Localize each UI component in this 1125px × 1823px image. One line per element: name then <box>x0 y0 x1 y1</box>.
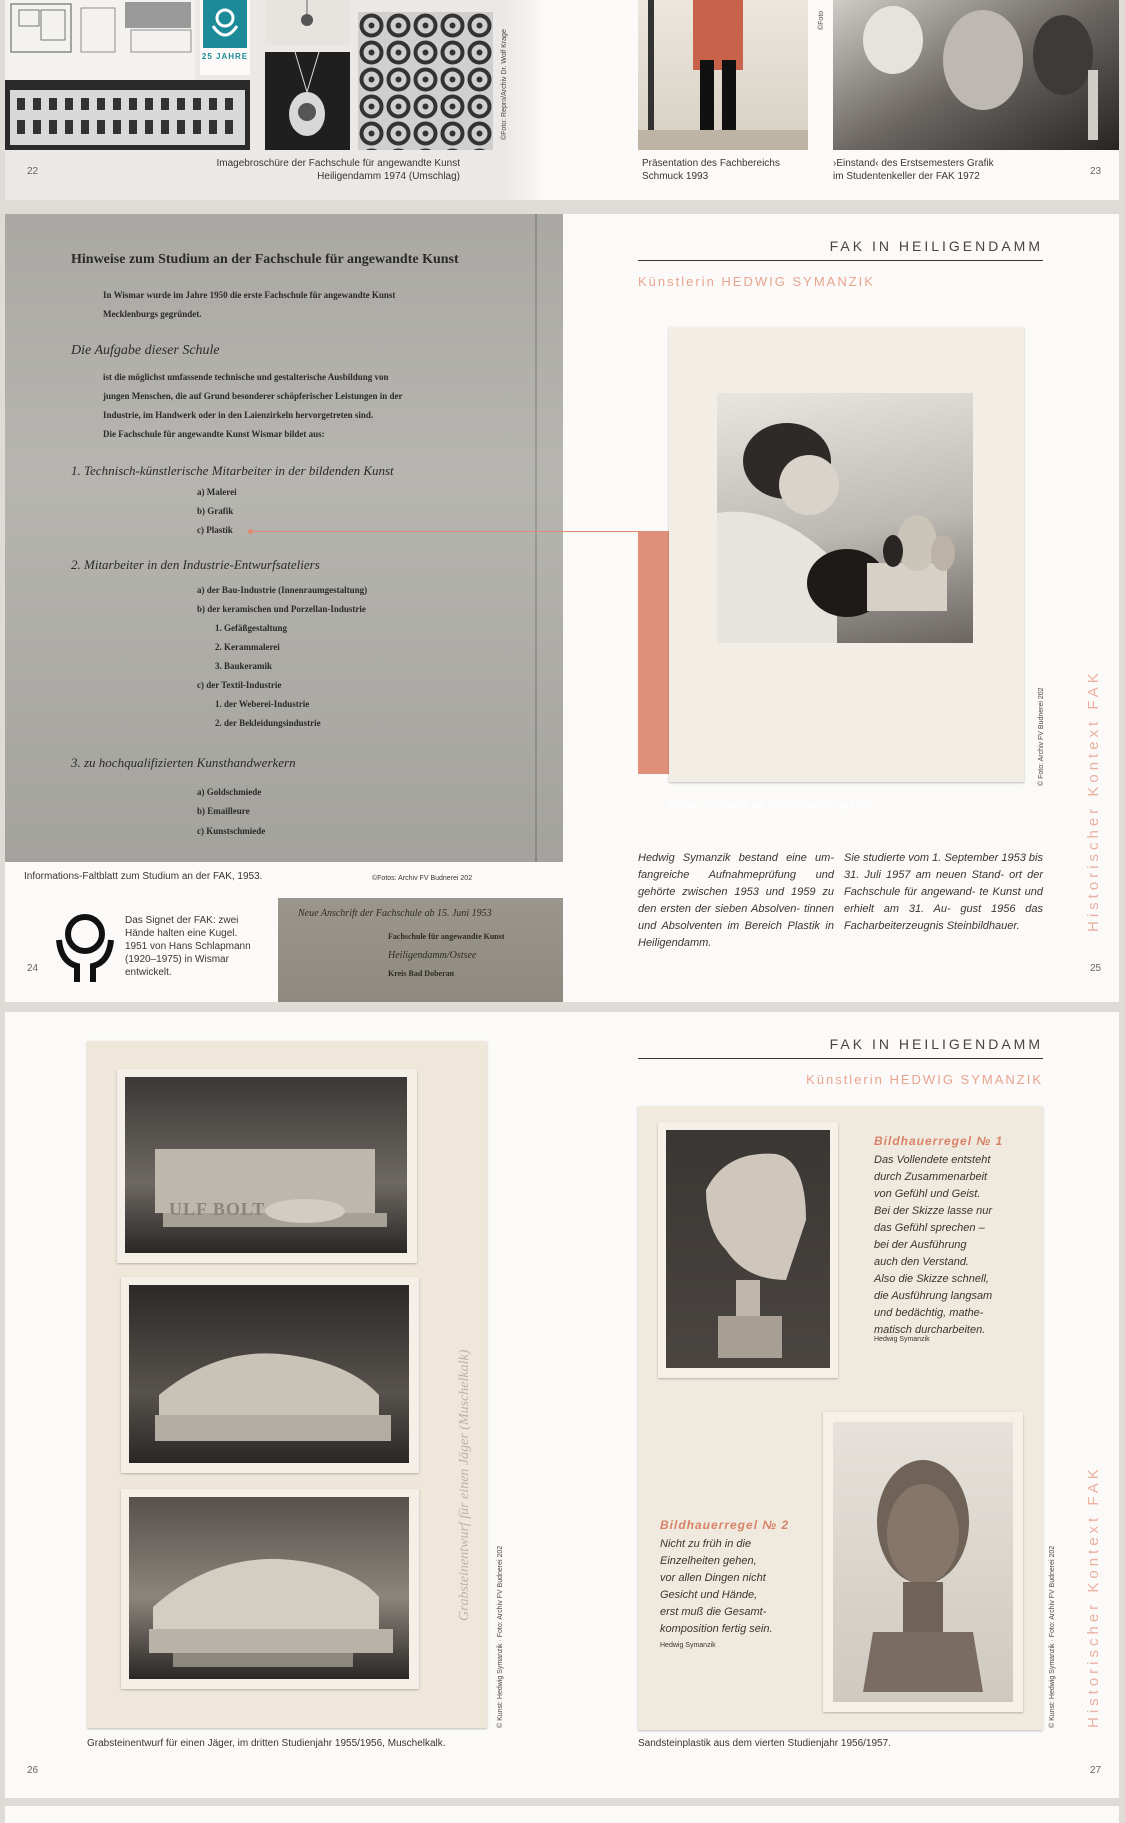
gravestone-photo-3-frame <box>121 1489 419 1689</box>
artist-subhead <box>638 274 888 289</box>
leaflet-item-3b: b) Emailleure <box>197 806 250 816</box>
subhead-prefix: Künstlerin <box>638 274 722 289</box>
gravestone-photo-1-frame <box>117 1069 417 1263</box>
subhead-name: HEDWIG SYMANZIK <box>721 274 875 289</box>
credit-page-26: © Kunst: Hedwig Symanzik · Foto: Archiv FV Budnerei 202 <box>497 1545 504 1728</box>
gravestone-photo-2 <box>129 1285 409 1463</box>
signet-caption: Das Signet der FAK: zwei Hände halten eine Kugel. 1951 von Hans Schlapmann (1920–1975) in Wismar entwickelt. <box>125 915 251 978</box>
gravestone-photo-1 <box>125 1077 407 1253</box>
running-head-rule <box>638 260 1043 261</box>
credit-right-page-23: ©Foto <box>818 10 825 30</box>
pendant-photo-large <box>265 52 350 150</box>
handwriting-note: Grabsteinentwurf für einen Jäger (Muschelkalk) <box>457 1349 472 1621</box>
gravestone-photo-card <box>87 1041 487 1728</box>
page-number-24: 24 <box>27 963 39 974</box>
page-fold-shadow <box>505 0 545 200</box>
page-number-27: 27 <box>1090 1765 1102 1776</box>
caption-party: ›Einstand‹ des Erstsemesters Grafik im Studentenkeller der FAK 1972 <box>833 158 994 182</box>
side-label-page-25: Historischer Kontext FAK <box>1085 669 1102 932</box>
running-head: FAK IN HEILIGENDAMM <box>829 238 1043 254</box>
jewelry-presentation-photo <box>638 0 808 150</box>
leaflet-item-2b3: 3. Baukeramik <box>215 661 273 671</box>
leaflet-item-2b1: 1. Gefäßgestaltung <box>215 623 287 633</box>
leaflet-item-1a: a) Malerei <box>197 487 237 497</box>
leaflet-intro-1: In Wismar wurde im Jahre 1950 die erste Fachschule für angewandte Kunst <box>103 290 396 300</box>
address-line-1: Neue Anschrift der Fachschule ab 15. Juni 1953 <box>298 908 492 919</box>
leaflet-item-2b: b) der keramischen und Porzellan-Industrie <box>197 604 366 614</box>
address-line-3: Heiligendamm/Ostsee <box>388 950 477 961</box>
caption-leaflet: Informations-Faltblatt zum Studium an der FAK, 1953. <box>24 871 263 882</box>
address-line-2: Fachschule für angewandte Kunst <box>388 932 505 941</box>
caption-sandstone: Sandsteinplastik aus dem vierten Studienjahr 1956/1957. <box>638 1738 891 1749</box>
body-text-column-1: Hedwig Symanzik bestand eine um- fangreiche Aufnahmeprüfung und gehörte zwischen 1953 und 1959 zu den ersten der sieben Absolven- tinnen und Absolventen im Bereich Plastik in Heiligendamm. <box>638 852 834 949</box>
leaflet-item-3a: a) Goldschmiede <box>197 787 262 797</box>
side-label-page-27: Historischer Kontext FAK <box>1085 1465 1102 1728</box>
leaflet-intro-2: Mecklenburgs gegründet. <box>103 309 202 319</box>
connector-line <box>250 531 645 532</box>
gravestone-photo-3 <box>129 1497 409 1679</box>
address-line-4: Kreis Bad Doberan <box>388 969 455 978</box>
leaflet-text-1: ist die möglichst umfassende technische und gestalterische Ausbildung von <box>103 372 389 382</box>
textile-pattern-photo <box>358 12 493 150</box>
head-sculpture-photo <box>833 1422 1013 1702</box>
admission-photo-frame <box>669 327 1024 782</box>
brochure-building-photo <box>5 80 250 150</box>
pendant-photo-small <box>265 0 350 45</box>
sculptor-rule-1-text: Das Vollendete entsteht durch Zusammenarbeit von Gefühl und Geist. Bei der Skizze lasse nur das Gefühl sprechen – bei der Ausführung auch den Verstand. Also die Skizze schnell, die Ausführung langsam und bedächtig, mathe- matisch durcharbeiten. <box>874 1154 993 1336</box>
page-number-23: 23 <box>1090 166 1102 177</box>
sculptor-rule-1-signature: Hedwig Symanzik <box>874 1336 930 1343</box>
page-number-26: 26 <box>27 1765 39 1776</box>
leaflet-section-2: 2. Mitarbeiter in den Industrie-Entwurfsateliers <box>71 557 320 572</box>
subhead-name-27: HEDWIG SYMANZIK <box>889 1072 1043 1087</box>
anniversary-logo <box>200 0 250 75</box>
page-number-25: 25 <box>1090 963 1102 974</box>
sculptor-rule-2-title: Bildhauerregel № 2 <box>660 1518 790 1532</box>
artist-subhead-27 <box>645 1072 1043 1087</box>
logo-years-text: 25 JAHRE <box>201 52 249 61</box>
caption-jewelry: Präsentation des Fachbereichs Schmuck 1993 <box>642 158 780 182</box>
sculptor-rule-2-text: Nicht zu früh in die Einzelheiten gehen, vor allen Dingen nicht Gesicht und Hände, erst muß die Gesamt- komposition fertig sein. <box>660 1538 773 1635</box>
sculptor-rule-1-title: Bildhauerregel № 1 <box>874 1134 1004 1148</box>
leaflet-fold-line <box>535 214 537 862</box>
caption-gravestone: Grabsteinentwurf für einen Jäger, im dritten Studienjahr 1955/1956, Muschelkalk. <box>87 1738 446 1749</box>
leaflet-heading-aufgabe: Die Aufgabe dieser Schule <box>71 343 220 358</box>
spread-pages-26-27 <box>5 1012 1119 1798</box>
leaflet-item-2c: c) der Textil-Industrie <box>197 680 282 690</box>
sculptor-rule-2-signature: Hedwig Symanzik <box>660 1642 716 1649</box>
signet-icon <box>203 0 247 48</box>
credit-page-27: © Kunst: Hedwig Symanzik · Foto: Archiv FV Budnerei 202 <box>1049 1545 1056 1728</box>
leaflet-item-2c1: 1. der Weberei-Industrie <box>215 699 310 709</box>
spread-pages-24-25 <box>5 214 1119 1002</box>
leaflet-text-2: jungen Menschen, die auf Grund besonderer schöpferischer Leistungen in der <box>103 391 403 401</box>
carved-text: ULF BOLT <box>169 1199 266 1219</box>
subhead-prefix-27: Künstlerin <box>806 1072 890 1087</box>
leaflet-section-1: 1. Technisch-künstlerische Mitarbeiter in der bildenden Kunst <box>71 463 394 478</box>
sandstone-photo-card <box>638 1106 1043 1730</box>
head-sculpture-frame <box>823 1412 1023 1712</box>
caption-admission-photo: Hedwig Symanzik zur Aufnahmeprüfung 1953 <box>669 800 872 811</box>
caption-brochure: Imagebroschüre der Fachschule für angewandte Kunst Heiligendamm 1974 (Umschlag) <box>216 158 460 182</box>
connector-dot <box>248 529 253 534</box>
running-head-27: FAK IN HEILIGENDAMM <box>829 1036 1043 1052</box>
info-leaflet-scan <box>5 214 563 862</box>
leaflet-item-1c: c) Plastik <box>197 525 233 535</box>
running-head-rule-27 <box>638 1058 1043 1059</box>
page-number-22: 22 <box>27 166 39 177</box>
admission-photo <box>717 393 973 643</box>
leaflet-item-2b2: 2. Kerammalerei <box>215 642 280 652</box>
next-spread-edge <box>5 1806 1119 1823</box>
body-text-column-2: Sie studierte vom 1. September 1953 bis 31. Juli 1957 am neuen Stand- ort der Fachschule für angewand- te Kunst und erhielt am 31. Au- gust 1956 das Facharbeiterzeugnis Steinbildhauer. <box>844 852 1043 932</box>
credit-leaflet: ©Fotos: Archiv FV Budnerei 202 <box>372 875 473 882</box>
spread-pages-22-23 <box>5 0 1119 200</box>
leaflet-text-4: Die Fachschule für angewandte Kunst Wismar bildet aus: <box>103 429 325 439</box>
gravestone-photo-2-frame <box>121 1277 419 1473</box>
fak-signet-icon <box>53 910 123 985</box>
student-party-photo <box>833 0 1119 150</box>
credit-admission-photo: © Foto: Archiv FV Budnerei 202 <box>1038 687 1045 786</box>
leaflet-item-2a: a) der Bau-Industrie (Innenraumgestaltung) <box>197 585 368 595</box>
profile-sculpture-photo <box>666 1130 830 1368</box>
credit-left-page-22: ©Foto: Repro/Archiv Dr. Wolf Krage <box>501 29 508 140</box>
address-card-scan <box>278 898 563 1002</box>
brochure-architecture-drawing <box>5 0 195 80</box>
leaflet-title: Hinweise zum Studium an der Fachschule für angewandte Kunst <box>71 252 459 267</box>
leaflet-text-3: Industrie, im Handwerk oder in den Laienzirkeln hervorgetreten sind. <box>103 410 374 420</box>
leaflet-item-1b: b) Grafik <box>197 506 234 516</box>
leaflet-item-3c: c) Kunstschmiede <box>197 826 266 836</box>
profile-sculpture-frame <box>658 1122 838 1378</box>
leaflet-section-3: 3. zu hochqualifizierten Kunsthandwerkern <box>71 755 296 770</box>
leaflet-item-2c2: 2. der Bekleidungsindustrie <box>215 718 321 728</box>
